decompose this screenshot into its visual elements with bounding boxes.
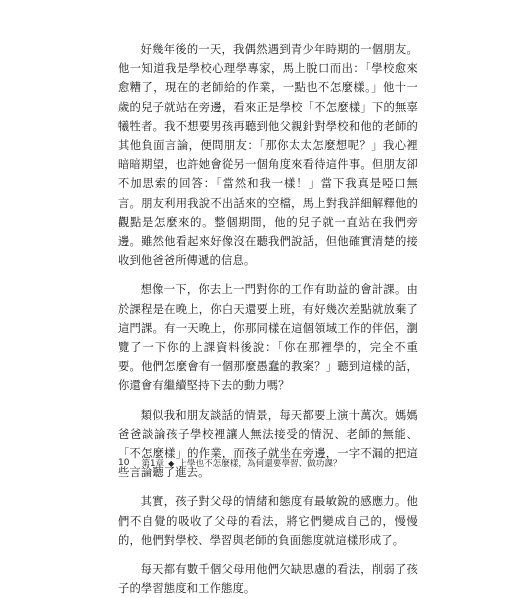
- paragraph-1: 好幾年後的一天，我偶然遇到青少年時期的一個朋友。他一知道我是學校心理學專家，馬上脫口而出：「學校愈來愈糟了，現在的老師給的作業，一點也不怎麼樣。」他十一歲的兒子就站在旁邊，看來正是學校「不怎麼樣」下的無辜犧牲者。我不想要男孩再聽到他父親針對學校和他的老師的其他負面言論，便問朋友：「那你太太怎麼想呢？」我心裡暗暗期望，也許她會從另一個角度來看待這件事。但朋友卻不加思索的回答：「當然和我一樣！」當下我真是啞口無言。朋友利用我說不出話來的空檔，馬上對我詳細解釋他的觀點是怎麼來的。整個期間，他的兒子就一直站在我們旁邊。雖然他看起來好像沒在聽我們說話，但他確實清楚的接收到他爸爸所傳遞的信息。: [118, 43, 418, 268]
- page-number: 10: [118, 458, 130, 468]
- paragraph-2: 想像一下，你去上一門對你的工作有助益的會計課。由於課程是在晚上，你白天還要上班，有好幾次差點就放棄了這門課。有一天晚上，你那同樣在這個領域工作的伴侶，瀏覽了一下你的上課資料後說：「你在那裡學的，完全不重要。他們怎麼會有一個那麼愚蠢的教案？」聽到這樣的話，你還會有繼續堅持下去的動力嗎？: [118, 283, 418, 393]
- diamond-icon: ◆: [168, 458, 175, 468]
- paragraph-3: 類似我和朋友談話的情景，每天都要上演十萬次。媽媽爸爸談論孩子學校裡讓人無法接受的情況、老師的無能、「不怎麼樣」的作業，而孩子就坐在旁邊，一字不漏的把這些言論聽了進去。: [118, 408, 418, 480]
- paragraph-4: 其實，孩子對父母的情緒和態度有最敏銳的感應力。他們不自覺的吸收了父母的看法，將它們變成自己的，慢慢的，他們對學校、學習與老師的負面態度就這樣形成了。: [118, 495, 418, 547]
- body-text: [118, 40, 418, 598]
- paragraph-5: 每天都有數千個父母用他們欠缺思慮的看法，削弱了孩子的學習態度和工作態度。: [118, 563, 418, 596]
- chapter-title: 上學也不怎麼樣，為何還要學習、做功課？: [178, 459, 342, 469]
- chapter-label: 第1章: [141, 459, 165, 469]
- page-footer: [118, 457, 342, 469]
